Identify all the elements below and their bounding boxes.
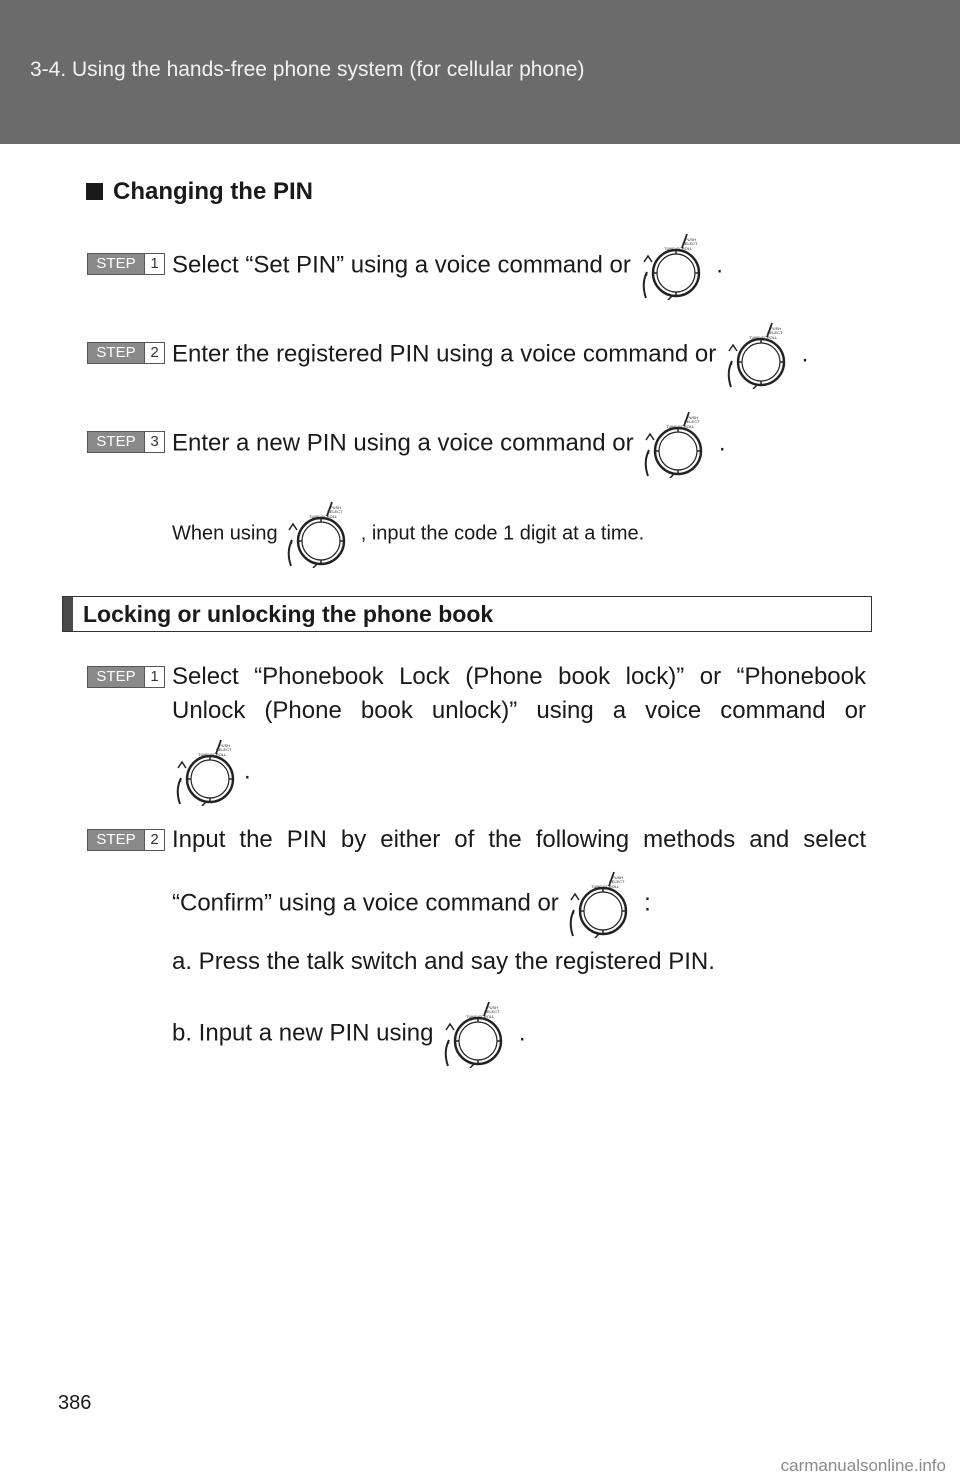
tune-scroll-knob-icon bbox=[440, 1000, 512, 1068]
step-badge bbox=[87, 829, 165, 851]
step-text-line: Input the PIN by either of the following methods and select bbox=[172, 826, 866, 853]
square-bullet-icon bbox=[86, 183, 103, 200]
tune-scroll-knob-icon bbox=[638, 232, 710, 300]
note bbox=[172, 500, 644, 568]
page-header bbox=[0, 0, 960, 144]
step-text-part: . bbox=[712, 429, 726, 457]
tune-scroll-knob-icon bbox=[640, 410, 712, 478]
step-text-part: . bbox=[794, 340, 809, 368]
step-text-part: Enter a new PIN using a voice command or bbox=[172, 429, 641, 457]
step-text-part: Enter the registered PIN using a voice command or bbox=[172, 340, 723, 368]
step-text bbox=[172, 321, 808, 389]
tune-scroll-knob-icon bbox=[172, 738, 244, 806]
step-text-part: Select “Set PIN” using a voice command or bbox=[172, 251, 638, 279]
step-text-part: b. Input a new PIN using bbox=[172, 1019, 441, 1047]
section-heading bbox=[62, 596, 872, 632]
step-badge bbox=[87, 253, 165, 275]
page-number: 386 bbox=[58, 1392, 92, 1414]
section-accent bbox=[63, 597, 73, 631]
step-text-line: Select “Phonebook Lock (Phone book lock)” or “Phonebook bbox=[172, 663, 866, 690]
step-text bbox=[172, 410, 726, 478]
step-text bbox=[172, 232, 723, 300]
step-text bbox=[172, 738, 251, 806]
tune-scroll-knob-icon bbox=[565, 870, 637, 938]
section-title: Locking or unlocking the phone book bbox=[83, 601, 494, 627]
step-number: 3 bbox=[144, 432, 164, 452]
step-number: 2 bbox=[144, 830, 164, 850]
tune-scroll-knob-icon bbox=[283, 500, 355, 568]
chapter-title: 3-4. Using the hands-free phone system (for cellular phone) bbox=[30, 58, 585, 81]
step-text-part: . bbox=[512, 1019, 526, 1047]
step-label: STEP bbox=[88, 432, 144, 452]
step-label: STEP bbox=[88, 343, 144, 363]
step-text bbox=[172, 870, 651, 938]
tune-scroll-knob-icon bbox=[723, 321, 795, 389]
step-text-part: . bbox=[709, 251, 723, 279]
watermark: carmanualsonline.info bbox=[780, 1456, 946, 1475]
step-label: STEP bbox=[88, 830, 144, 850]
step-text-part: . bbox=[244, 757, 251, 785]
step-badge bbox=[87, 431, 165, 453]
list-item: a. Press the talk switch and say the registered PIN. bbox=[172, 948, 715, 975]
step-badge bbox=[87, 342, 165, 364]
step-badge bbox=[87, 666, 165, 688]
step-text-line: Unlock (Phone book unlock)” using a voice command or bbox=[172, 697, 866, 724]
sub-heading-text: Changing the PIN bbox=[113, 178, 313, 205]
step-text-part: : bbox=[637, 889, 651, 917]
step-label: STEP bbox=[88, 254, 144, 274]
step-number: 1 bbox=[144, 667, 164, 687]
step-number: 1 bbox=[144, 254, 164, 274]
step-number: 2 bbox=[144, 343, 164, 363]
list-item bbox=[172, 1000, 526, 1068]
step-label: STEP bbox=[88, 667, 144, 687]
note-text: When using bbox=[172, 522, 284, 545]
sub-heading bbox=[86, 178, 313, 206]
note-text: , input the code 1 digit at a time. bbox=[355, 522, 645, 545]
step-text-part: “Confirm” using a voice command or bbox=[172, 889, 566, 917]
